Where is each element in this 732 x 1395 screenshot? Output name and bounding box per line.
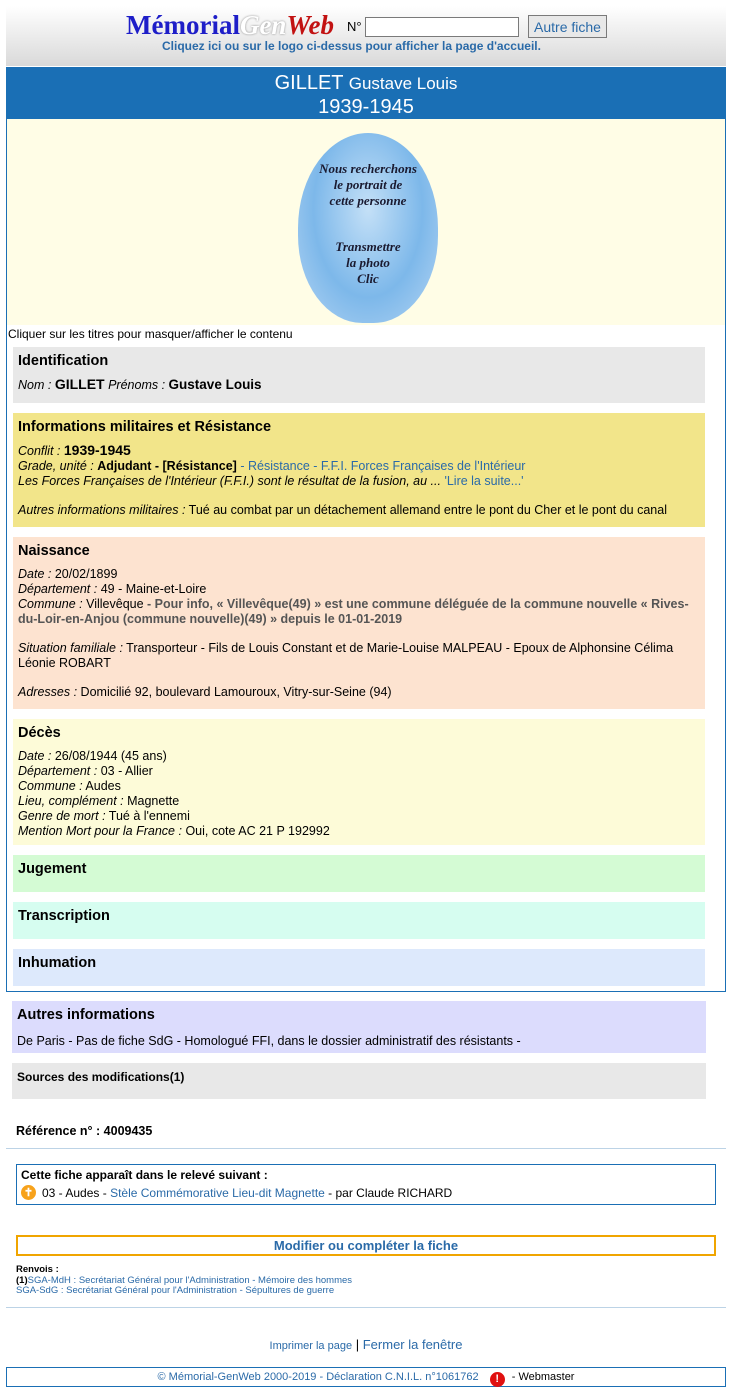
record-card <box>6 67 726 992</box>
portrait-text: Nous recherchons <box>319 161 417 176</box>
section-title-judgment[interactable]: Jugement <box>18 861 87 877</box>
section-judgment <box>13 855 705 892</box>
releve-link[interactable]: Stèle Commémorative Lieu-dit Magnette <box>110 1185 325 1200</box>
section-title-military[interactable]: Informations militaires et Résistance <box>18 419 272 435</box>
section-inhumation <box>13 949 705 986</box>
commune-info: - Pour info, « Villevêque(49) » est une commune déléguée de la commune nouvelle « Rives-du-Loir-en-Anjou (commune nouvelle)(49) » depuis le 01-01-2019 <box>18 597 689 626</box>
section-title-transcription[interactable]: Transcription <box>18 908 110 924</box>
footer-links <box>0 1337 732 1352</box>
death-commune-value: Audes <box>85 779 121 793</box>
cross-icon: ✝ <box>21 1185 36 1200</box>
field-label: Mention Mort pour la France : <box>18 824 182 838</box>
releve-title: Cette fiche apparaît dans le relevé suivant : <box>21 1168 268 1182</box>
portrait-text: le portrait de <box>333 177 403 192</box>
title-given-names: Gustave Louis <box>348 74 458 93</box>
section-title-death[interactable]: Décès <box>18 725 61 741</box>
military-other-value: Tué au combat par un détachement allemand entre le pont du Cher et le pont du canal <box>188 503 667 517</box>
toggle-hint: Cliquer sur les titres pour masquer/afficher le contenu <box>8 327 293 341</box>
footer-separator: | <box>355 1337 360 1352</box>
family-value: Transporteur - Fils de Louis Constant et de Marie-Louise MALPEAU - Epoux de Alphonsine Célima Léonie ROBART <box>18 641 674 670</box>
section-birth <box>13 537 705 709</box>
field-label: Situation familiale : <box>18 641 123 655</box>
record-title <box>7 68 725 119</box>
death-dept-value: 03 - Allier <box>100 764 153 778</box>
portrait-text: Clic <box>357 271 379 286</box>
read-more-link[interactable]: 'Lire la suite...' <box>444 474 524 488</box>
field-label: Genre de mort : <box>18 809 106 823</box>
field-label: Date : <box>18 567 52 581</box>
section-title-identification[interactable]: Identification <box>18 353 109 369</box>
section-death <box>13 719 705 845</box>
section-sources <box>12 1063 706 1099</box>
home-link[interactable]: Cliquez ici ou sur le logo ci-dessus pour afficher la page d'accueil. <box>162 39 541 53</box>
field-label: Conflit : <box>18 444 61 458</box>
alert-icon: ! <box>490 1372 505 1387</box>
modify-record-button[interactable]: Modifier ou compléter la fiche <box>16 1235 716 1256</box>
record-number-input[interactable] <box>365 17 519 37</box>
copyright-text[interactable]: © Mémorial-GenWeb 2000-2019 - Déclaration C.N.I.L. n°1061762 <box>157 1371 479 1383</box>
field-label: Adresses : <box>18 685 78 699</box>
field-label: Autres informations militaires : <box>18 503 186 517</box>
section-title-other-info[interactable]: Autres informations <box>17 1007 155 1023</box>
number-label: N° <box>347 19 362 34</box>
section-title-inhumation[interactable]: Inhumation <box>18 955 97 971</box>
webmaster-link[interactable]: - Webmaster <box>511 1371 575 1383</box>
mpf-value: Oui, cote AC 21 P 192992 <box>185 824 330 838</box>
other-info-text: De Paris - Pas de fiche SdG - Homologué FFI, dans le dossier administratif des résistants - <box>17 1034 521 1048</box>
field-label: Département : <box>18 582 98 596</box>
site-logo[interactable] <box>126 10 334 40</box>
portrait-text: Transmettre <box>335 239 401 254</box>
title-period: 1939-1945 <box>318 96 414 118</box>
portrait-placeholder[interactable] <box>298 133 438 323</box>
field-label: Grade, unité : <box>18 459 94 473</box>
field-label: Nom : <box>18 378 52 392</box>
renvois-title: Renvois : <box>16 1264 59 1275</box>
birth-commune-value: Villevêque <box>86 597 144 611</box>
renvois-mark: (1) <box>16 1274 28 1286</box>
field-label: Commune : <box>18 597 83 611</box>
death-kind-value: Tué à l'ennemi <box>108 809 190 823</box>
address-value: Domicilié 92, boulevard Lamouroux, Vitry-sur-Seine (94) <box>80 685 392 699</box>
field-label: Prénoms : <box>108 378 166 392</box>
field-label: Commune : <box>18 779 83 793</box>
divider <box>6 1307 726 1308</box>
death-place-value: Magnette <box>127 794 180 808</box>
logo-text-web: Web <box>286 10 334 40</box>
death-date-value: 26/08/1944 (45 ans) <box>54 749 167 763</box>
ffi-text: Les Forces Françaises de l'Intérieur (F.F.I.) sont le résultat de la fusion, au ... <box>18 474 441 488</box>
renvois <box>16 1265 352 1297</box>
renvois-link-mdh[interactable]: SGA-MdH : Secrétariat Général pour l'Administration - Mémoire des hommes <box>27 1274 353 1286</box>
logo-text-gen: Gen <box>239 10 287 40</box>
site-header <box>6 6 726 66</box>
field-label: Département : <box>18 764 98 778</box>
birth-dept-value: 49 - Maine-et-Loire <box>100 582 207 596</box>
field-label: Date : <box>18 749 52 763</box>
photo-area <box>7 119 725 325</box>
grade-value: Adjudant - [Résistance] <box>97 459 237 473</box>
divider <box>6 1148 726 1149</box>
other-record-button[interactable]: Autre fiche <box>528 15 607 38</box>
releve-author: - par Claude RICHARD <box>328 1185 453 1200</box>
renvois-link-sdg[interactable]: SGA-SdG : Secrétariat Général pour l'Administration - Sépultures de guerre <box>16 1285 335 1296</box>
field-label: Lieu, complément : <box>18 794 124 808</box>
print-link[interactable]: Imprimer la page <box>269 1340 353 1352</box>
surname-value: GILLET <box>54 376 105 392</box>
portrait-text: cette personne <box>329 193 407 208</box>
conflict-value: 1939-1945 <box>63 442 131 458</box>
section-title-birth[interactable]: Naissance <box>18 543 90 559</box>
close-window-link[interactable]: Fermer la fenêtre <box>362 1337 463 1352</box>
copyright-bar <box>6 1367 726 1387</box>
section-other-info <box>12 1001 706 1053</box>
section-title-sources[interactable]: Sources des modifications(1) <box>17 1070 185 1084</box>
portrait-text: la photo <box>346 255 390 270</box>
unit-link[interactable]: - Résistance - F.F.I. Forces Françaises de l'Intérieur <box>240 459 526 473</box>
releve-box <box>16 1164 716 1205</box>
logo-text-memorial: Mémorial <box>126 10 240 40</box>
reference-number: Référence n° : 4009435 <box>16 1124 153 1138</box>
birth-date-value: 20/02/1899 <box>54 567 118 581</box>
title-surname: GILLET <box>274 72 344 94</box>
releve-location: 03 - Audes - <box>42 1185 107 1200</box>
section-military <box>13 413 705 527</box>
given-names-value: Gustave Louis <box>168 377 262 392</box>
section-identification <box>13 347 705 403</box>
section-transcription <box>13 902 705 939</box>
